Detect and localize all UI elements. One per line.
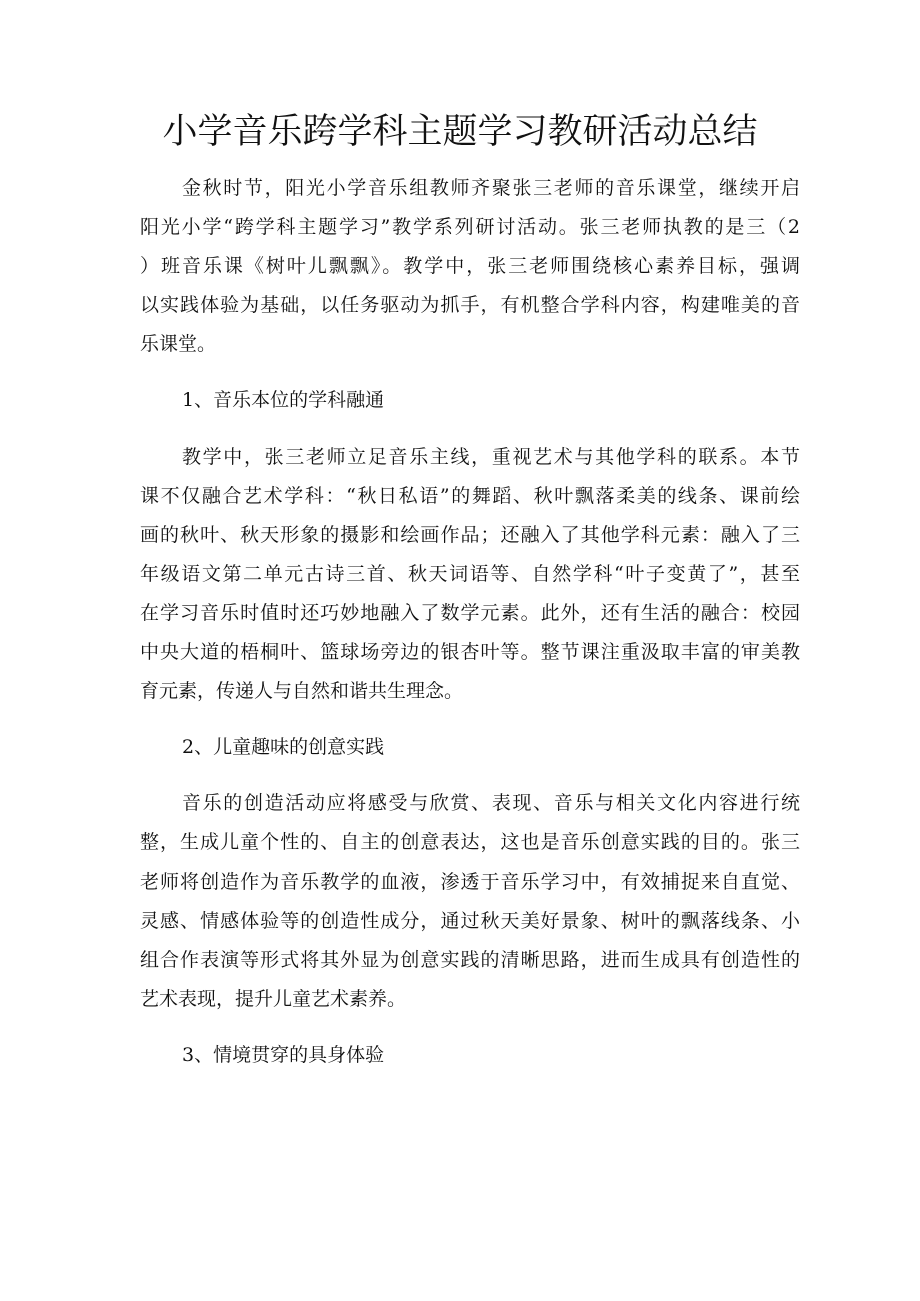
paragraph-spacer (140, 1019, 800, 1036)
paragraph-line: ）班音乐课《树叶儿飘飘》。教学中，张三老师围绕核心素养目标，强调 (140, 255, 800, 278)
paragraph-line: 艺术表现，提升儿童艺术素养。 (140, 987, 407, 1010)
paragraph-line: 阳光小学“跨学科主题学习”教学系列研讨活动。张三老师执教的是三（2 (140, 216, 800, 239)
paragraph-line: 画的秋叶、秋天形象的摄影和绘画作品；还融入了其他学科元素：融入了三 (140, 523, 800, 546)
paragraph-line: 金秋时节，阳光小学音乐组教师齐聚张三老师的音乐课堂，继续开启 (182, 177, 800, 199)
paragraph-line: 年级语文第二单元古诗三首、秋天词语等、自然学科“叶子变黄了”，甚至 (140, 562, 800, 585)
paragraph-line: 课不仅融合艺术学科：“秋日私语”的舞蹈、秋叶飘落柔美的线条、课前绘 (140, 484, 800, 507)
section-2-paragraph (140, 784, 800, 1019)
intro-paragraph (140, 169, 800, 364)
paragraph-line: 教学中，张三老师立足音乐主线，重视艺术与其他学科的联系。本节 (182, 445, 800, 468)
paragraph-line: 整，生成儿童个性的、自主的创意表达，这也是音乐创意实践的目的。张三 (140, 831, 800, 854)
paragraph-spacer (140, 767, 800, 784)
paragraph-line: 灵感、情感体验等的创造性成分，通过秋天美好景象、树叶的飘落线条、小 (140, 909, 800, 932)
section-heading-1: 1、音乐本位的学科融通 (182, 389, 385, 412)
paragraph-spacer (140, 364, 800, 381)
section-heading-2: 2、儿童趣味的创意实践 (182, 736, 385, 759)
section-1-paragraph (140, 438, 800, 712)
document-title: 小学音乐跨学科主题学习教研活动总结 (162, 112, 758, 152)
section-heading-3: 3、情境贯穿的具身体验 (182, 1043, 385, 1066)
paragraph-line: 乐课堂。 (140, 333, 217, 356)
paragraph-line: 老师将创造作为音乐教学的血液，渗透于音乐学习中，有效捕捉来自直觉、 (140, 870, 800, 893)
paragraph-spacer (140, 711, 800, 728)
document-body (140, 169, 800, 1075)
paragraph-line: 在学习音乐时值时还巧妙地融入了数学元素。此外，还有生活的融合：校园 (140, 601, 800, 624)
paragraph-line: 音乐的创造活动应将感受与欣赏、表现、音乐与相关文化内容进行统 (182, 792, 800, 815)
paragraph-line: 育元素，传递人与自然和谐共生理念。 (140, 680, 464, 703)
paragraph-line: 中央大道的梧桐叶、篮球场旁边的银杏叶等。整节课注重汲取丰富的审美教 (140, 641, 800, 664)
paragraph-spacer (140, 421, 800, 438)
paragraph-line: 以实践体验为基础，以任务驱动为抓手，有机整合学科内容，构建唯美的音 (140, 294, 800, 317)
paragraph-line: 组合作表演等形式将其外显为创意实践的清晰思路，进而生成具有创造性的 (140, 948, 800, 971)
